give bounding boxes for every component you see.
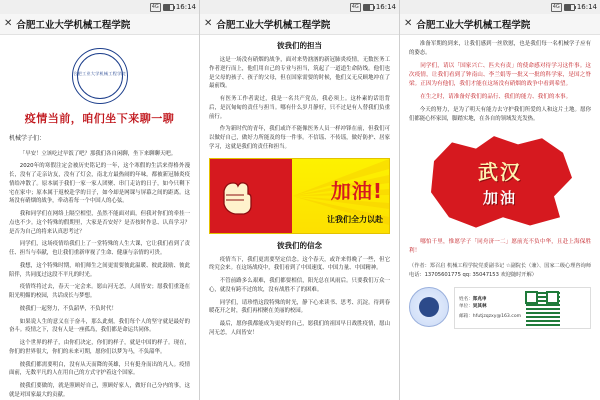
paragraph: 不管前路多么艰难，我们都要相信，阳光总在风雨后。只要我们万众一心，就没有跨不过的坎，没有战胜不了的困难。 bbox=[209, 278, 390, 293]
clock-3: 16:14 bbox=[576, 3, 597, 11]
paragraph: 疫情当下，我们更需要坚定信念。这个春天，或许来得晚了一些，但它终究会来。在这场战疫中，我们看到了中国速度、中国力量、中国精神。 bbox=[209, 256, 390, 272]
jiayou-poster-image bbox=[209, 158, 390, 234]
logo-text: 合肥工业大学机械工程学院 bbox=[73, 71, 126, 76]
paragraph: 彼我们一起努力，不负韶华，不负时代！ bbox=[19, 305, 117, 312]
page-title-3: 合肥工业大学机械工程学院 bbox=[416, 20, 531, 31]
contact-card bbox=[454, 287, 591, 329]
paragraph: 今天的努力，是为了明天有能力去守护我们所爱的人和这片土地。愿你们都能心怀家国，脚踏实地，在各自的领域发光发热。 bbox=[409, 107, 591, 123]
page-title-1: 合肥工业大学机械工程学院 bbox=[16, 20, 131, 31]
battery-icon-3 bbox=[564, 4, 575, 11]
paragraph: 最后，愿你我都能成为更好的自己，愿我们的祖国早日战胜疫情，愿山河无恙，人间皆安！ bbox=[209, 321, 390, 336]
section-title-担当: 彼我们的担当 bbox=[277, 41, 322, 50]
signal-label-3: 4G bbox=[552, 3, 560, 10]
poster-slogan: 让我们全力以赴 bbox=[327, 214, 383, 224]
article-headline-1: 疫情当前，咱们坐下来聊一聊 bbox=[24, 112, 175, 125]
status-bar-1 bbox=[0, 0, 199, 14]
org-label: 单位： bbox=[459, 303, 473, 309]
clock-2: 16:14 bbox=[375, 3, 396, 11]
status-icons-2 bbox=[350, 3, 374, 12]
article-view-1[interactable] bbox=[0, 34, 199, 400]
screen-2 bbox=[200, 0, 400, 400]
battery-icon-2 bbox=[363, 4, 374, 11]
signal-label-2: 4G bbox=[351, 3, 359, 10]
poster-main-text: 加油! bbox=[330, 178, 383, 203]
page-title-2: 合肥工业大学机械工程学院 bbox=[216, 20, 331, 31]
signature-block: （作者：郑召启 机械工程学院党委副书记 ☆副院长（兼）、国家二级心理咨询师 电话：13705601775 qq: 35047153 欢迎随时开解） bbox=[409, 263, 591, 278]
screen-1 bbox=[0, 0, 200, 400]
close-icon-2[interactable]: ✕ bbox=[204, 18, 213, 29]
paragraph-highlight: 同学们，请以「国家兴亡、匹夫有责」的使命感对待学习这件事。这次疫情，让我们看到了钟南山、李兰娟等一批又一批的科学家，是国之脊梁。正因为有他们，我们才能在这场没有硝烟的战争中看到希望。 bbox=[409, 62, 591, 87]
status-icons-1 bbox=[150, 3, 174, 12]
mail-label: 邮箱： bbox=[459, 313, 473, 319]
paragraph: 彼我们都需要明白，没有从天而降的英雄，只有挺身而出的凡人。疫情面前，无数平凡的人在用自己的方式守护着这个国家。 bbox=[9, 361, 190, 377]
title-bar-3 bbox=[400, 14, 600, 35]
clock-1: 16:14 bbox=[175, 3, 196, 11]
paragraph: 如果说人生的意义在于奋斗，那么此刻，我们每个人的坚守就是最好的奋斗。疫情之下，没有人是一座孤岛，我们都是命运共同体。 bbox=[9, 318, 190, 334]
title-bar-2 bbox=[200, 14, 399, 35]
fist-icon bbox=[218, 175, 252, 215]
paragraph: 我想，这个特殊时期，咱们师生之间更需要彼此温暖、彼此鼓励、彼此陪伴，共同度过这段不平凡的时光。 bbox=[9, 262, 190, 278]
paragraph: 2020年的寒假注定会被历史铭记的一年，这个寒假的生活来得格外漫长，没有了走亲访友，没有了灯会，南北方最热闹的年味，都被新冠肺炎疫情给冲散了。原本属于我们一家一家人团聚、串门走访的日子，如今只剩下宅在家中；原本属于返校赴学的日子，如今却是网课与屏幕之间的距离。这场没有硝烟的战争，牵动着每一个中国人的心弦。 bbox=[9, 163, 190, 205]
article-view-3[interactable] bbox=[400, 34, 600, 400]
article-view-2[interactable] bbox=[200, 34, 399, 400]
map-line-2: 加油 bbox=[482, 188, 517, 207]
status-bar-3 bbox=[400, 0, 600, 14]
contact-org: 吴其林 bbox=[472, 303, 487, 309]
paragraph: 这个世界的样子，由你们决定，你们的样子，就是中国的样子。现在，你们的世界很大，你们的未来可期，愿你们以梦为马，不负韶华。 bbox=[9, 340, 190, 355]
closing-line: 哪怕千里，惟愿学子「同舟济一二」愿前光不负中华，且赴上海保胜利！ bbox=[409, 238, 591, 255]
wuhan-map-image bbox=[425, 130, 575, 234]
paragraph: 疫情终将过去，春天一定会来。愿山河无恙，人间皆安；愿我们重逢在阳光明媚的校园，共话成长与梦想。 bbox=[9, 284, 190, 300]
name-label: 姓名： bbox=[459, 296, 473, 302]
section-title-信念: 彼我们的信念 bbox=[277, 240, 322, 250]
qr-code-image[interactable] bbox=[525, 291, 559, 325]
screen-3 bbox=[400, 0, 600, 400]
status-bar-2 bbox=[200, 0, 399, 14]
paragraph: 我和同学们在网络上隔空相望，虽然不能面对面，但我对你们的牵挂一点也不少。这个特殊的假期里，大家是否安好？是否按时作息、认真学习？是否为自己的将来认真思考过？ bbox=[9, 211, 190, 235]
avatar bbox=[409, 287, 449, 327]
paragraph: 有医务工作者说过，我是一名共产党员，我必须上。这朴素的话语背后，是沉甸甸的责任与担当。哪有什么岁月静好，只不过是有人替我们负重前行。 bbox=[209, 96, 390, 120]
paragraph: 同学们，请珍惜这段特殊的时光，静下心来读书、思考、沉淀。待到春暖花开之时，我们再相聚在美丽的校园。 bbox=[209, 299, 390, 315]
author-card bbox=[409, 287, 591, 329]
title-bar-1 bbox=[0, 14, 199, 35]
paragraph: 作为新时代的青年，我们或许不能像医务人员一样冲锋在前，但我们可以做好自己，做好力所能及的每一件事。不信谣、不传谣，做好防护、居家学习，这就是我们的责任和担当。 bbox=[209, 126, 390, 150]
contact-info bbox=[459, 296, 521, 320]
paragraph: 彼我们要做的，就是照顾好自己，照顾好家人，做好自己分内的事，这就是对国家最大的贡献。 bbox=[9, 383, 190, 398]
status-icons-3 bbox=[551, 3, 575, 12]
paragraph: 同学们，这场疫情给我们上了一堂特殊的人生大课，它让我们看到了责任、担当与奉献，也让我们重新审视了生命、健康与亲情的可贵。 bbox=[9, 241, 190, 257]
signal-label-1: 4G bbox=[151, 3, 159, 10]
close-icon-3[interactable]: ✕ bbox=[404, 18, 413, 29]
contact-name: 郑兆申 bbox=[472, 296, 487, 302]
university-logo-icon bbox=[72, 48, 128, 104]
paragraph: 「早安！立该吃过早饭了吧？那我们各自闲聊，坐下来聊聊天吧。 bbox=[19, 150, 177, 157]
close-icon-1[interactable]: ✕ bbox=[4, 18, 13, 29]
contact-mail: hfutjzqzxy@163.com bbox=[472, 313, 522, 319]
battery-icon-1 bbox=[163, 4, 174, 11]
map-line-1: 武汉 bbox=[478, 159, 522, 184]
paragraph-highlight: 在生之时，请准备好我们的品行、我们的能力、我们的本事。 bbox=[420, 94, 572, 101]
paragraph: 准备军期的到来，让我们感到一丝欣慰，也是我们每一名机械学子应有的姿态。 bbox=[409, 41, 591, 56]
paragraph: 这是一场没有硝烟的战争，面对来势汹汹的新冠肺炎疫情，无数医务工作者逆行而上，他们用自己的专业与担当，筑起了一道道生命防线。他们也是父母的孩子、孩子的父母，但在国家需要的时候，他们义无反顾地冲在了最前线。 bbox=[209, 57, 390, 90]
salutation-1: 机械学子们： bbox=[9, 135, 46, 142]
